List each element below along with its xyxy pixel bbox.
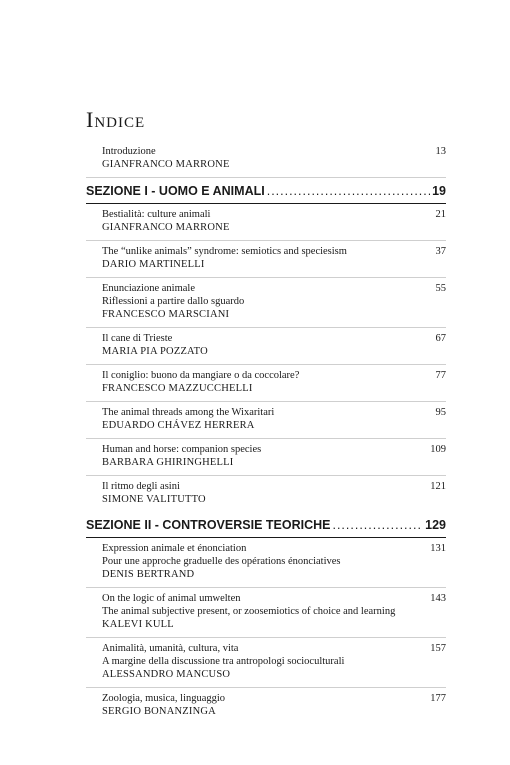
toc-entry[interactable] (86, 592, 446, 638)
entry-author: SERGIO BONANZINGA (102, 706, 216, 717)
entry-title: Introduzione (102, 146, 156, 157)
entry-author: FRANCESCO MAZZUCCHELLI (102, 383, 253, 394)
entry-subtitle: Riflessioni a partire dallo sguardo (102, 296, 245, 307)
entry-page-number: 13 (435, 146, 446, 157)
leader-dots (332, 518, 423, 532)
section-page-number: 19 (432, 184, 446, 198)
section-2-entries (86, 542, 446, 724)
entry-title: Animalità, umanità, cultura, vita (102, 643, 239, 654)
section-label: SEZIONE II - CONTROVERSIE TEORICHE (86, 518, 331, 532)
entry-page-number: 109 (430, 444, 446, 455)
entry-author: GIANFRANCO MARRONE (102, 222, 230, 233)
entry-page-number: 55 (435, 283, 446, 294)
entry-author: KALEVI KULL (102, 619, 174, 630)
entry-title: Bestialità: culture animali (102, 209, 211, 220)
toc-entry[interactable] (86, 282, 446, 328)
entry-page-number: 143 (430, 593, 446, 604)
entry-page-number: 37 (435, 246, 446, 257)
toc-entry[interactable] (86, 406, 446, 439)
leader-dots (267, 184, 430, 198)
table-of-contents (86, 145, 446, 728)
entry-page-number: 21 (435, 209, 446, 220)
entry-subtitle: Pour une approche graduelle des opérations énonciatives (102, 556, 341, 567)
entry-author: EDUARDO CHÁVEZ HERRERA (102, 420, 255, 431)
entry-page-number: 67 (435, 333, 446, 344)
toc-entry[interactable] (86, 642, 446, 688)
entry-page-number: 157 (430, 643, 446, 654)
entry-title: Expression animale et énonciation (102, 543, 247, 554)
entry-title: Zoologia, musica, linguaggio (102, 693, 226, 704)
entry-page-number: 77 (435, 370, 446, 381)
entry-title: On the logic of animal umwelten (102, 593, 241, 604)
entry-title: The “unlike animals” syndrome: semiotics and speciesism (102, 246, 347, 257)
entry-page-number: 131 (430, 543, 446, 554)
entry-title: Il cane di Trieste (102, 333, 173, 344)
toc-entry[interactable] (86, 443, 446, 476)
entry-author: MARIA PIA POZZATO (102, 346, 208, 357)
entry-page-number: 121 (430, 481, 446, 492)
entry-author: BARBARA GHIRINGHELLI (102, 457, 234, 468)
toc-entry-intro[interactable] (86, 145, 446, 178)
toc-entry[interactable] (86, 480, 446, 512)
entry-author: DARIO MARTINELLI (102, 259, 205, 270)
section-page-number: 129 (425, 518, 446, 532)
section-heading-1[interactable] (86, 182, 446, 204)
section-heading-2[interactable] (86, 516, 446, 538)
entry-title: The animal threads among the Wixaritari (102, 407, 275, 418)
entry-author: GIANFRANCO MARRONE (102, 159, 230, 170)
entry-page-number: 177 (430, 693, 446, 704)
entry-author: FRANCESCO MARSCIANI (102, 309, 230, 320)
entry-title: Il coniglio: buono da mangiare o da coccolare? (102, 370, 300, 381)
entry-title: Human and horse: companion species (102, 444, 262, 455)
entry-author: DENIS BERTRAND (102, 569, 195, 580)
toc-entry[interactable] (86, 692, 446, 724)
entry-author: ALESSANDRO MANCUSO (102, 669, 231, 680)
entry-page-number: 95 (435, 407, 446, 418)
toc-entry[interactable] (86, 208, 446, 241)
entry-title: Enunciazione animale (102, 283, 195, 294)
entry-title: Il ritmo degli asini (102, 481, 180, 492)
page-title: Indice (86, 107, 146, 132)
toc-entry[interactable] (86, 245, 446, 278)
toc-entry[interactable] (86, 332, 446, 365)
entry-subtitle: A margine della discussione tra antropologi socioculturali (102, 656, 345, 667)
section-label: SEZIONE I - UOMO E ANIMALI (86, 184, 265, 198)
entry-author: SIMONE VALITUTTO (102, 494, 206, 505)
toc-entry[interactable] (86, 542, 446, 588)
toc-entry[interactable] (86, 369, 446, 402)
entry-subtitle: The animal subjective present, or zoosemiotics of choice and learning (102, 606, 396, 617)
section-1-entries (86, 208, 446, 512)
